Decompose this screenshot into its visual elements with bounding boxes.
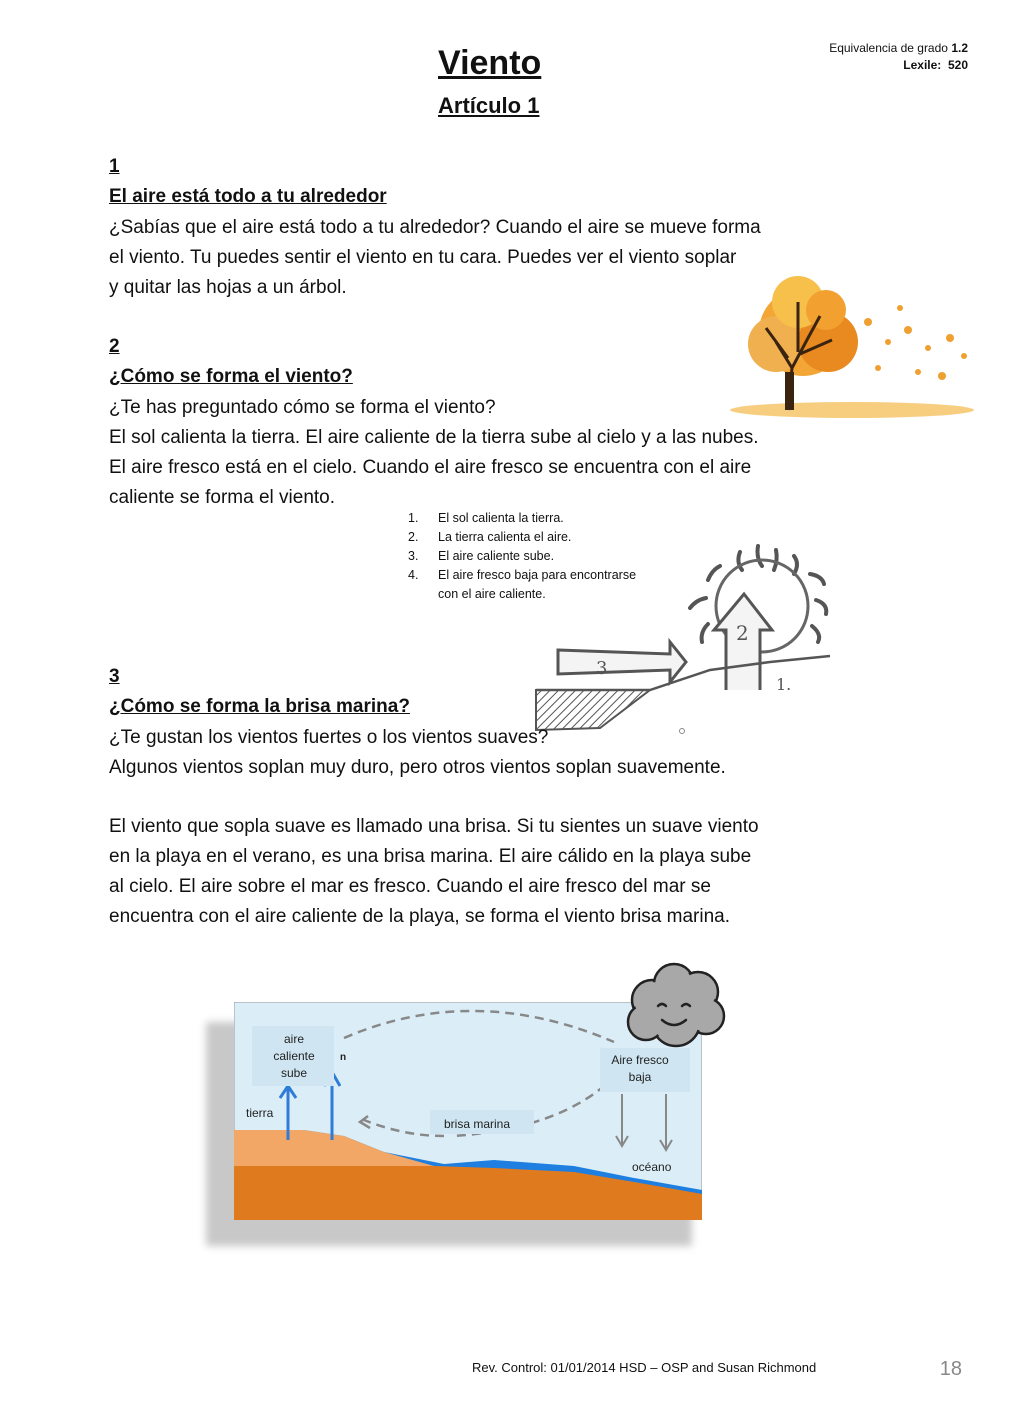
section-2-line: El aire fresco está en el cielo. Cuando el aire fresco se encuentra con el aire [109,457,752,478]
step-item: 2. La tierra calienta el aire. [408,530,572,544]
section-3-line: al cielo. El aire sobre el mar es fresco. Cuando el aire fresco del mar se [109,876,711,897]
smiling-cloud-illustration [624,960,728,1050]
lexile-line [829,57,968,74]
incoming-air-arrow [558,642,686,682]
grade-info [829,40,968,74]
section-2-number: 2 [109,336,120,357]
land-label: tierra [246,1106,274,1120]
section-2-line: ¿Te has preguntado cómo se forma el viento? [109,397,496,418]
page-title: Viento [438,44,542,82]
section-3-line: ¿Te gustan los vientos fuertes o los vientos suaves? [109,727,549,748]
section-3-heading: ¿Cómo se forma la brisa marina? [109,696,410,717]
label-2: 2 [736,621,749,645]
lexile-value: 520 [947,58,968,72]
article-subtitle: Artículo 1 [438,93,540,118]
section-1-line: y quitar las hojas a un árbol. [109,277,347,298]
wind-formation-diagram [530,540,850,740]
cool-air-label: Aire fresco baja [611,1053,669,1084]
section-2-line: El sol calienta la tierra. El aire caliente de la tierra sube al cielo y a las nubes. [109,427,759,448]
section-1-line: ¿Sabías que el aire está todo a tu alrededor? Cuando el aire se mueve forma [109,217,761,238]
breeze-label: brisa marina [444,1117,511,1131]
section-1-line: el viento. Tu puedes sentir el viento en tu cara. Puedes ver el viento soplar [109,247,737,268]
section-2-line: caliente se forma el viento. [109,487,336,508]
step-item: con el aire caliente. [438,587,546,601]
section-3-body [109,723,899,783]
grade-value: 1.2 [951,41,968,55]
lexile-label: Lexile: [903,58,942,72]
step-item: 1. El sol calienta la tierra. [408,511,564,525]
section-2-body [109,393,899,513]
grade-line [829,40,968,57]
section-3-number: 3 [109,666,120,687]
grade-label: Equivalencia de grado [829,41,948,55]
section-3-line: en la playa en el verano, es una brisa marina. El aire cálido en la playa sube [109,846,752,867]
step-item: 4. El aire fresco baja para encontrarse [408,568,637,582]
section-3-line: El viento que sopla suave es llamado una brisa. Si tu sientes un suave viento [109,816,759,837]
tree-crown [748,276,858,376]
stray-mark: n [340,1052,347,1063]
section-3-line: encuentra con el aire caliente de la playa, se forma el viento brisa marina. [109,906,731,927]
revision-footer: Rev. Control: 01/01/2014 HSD – OSP and Susan Richmond [472,1360,817,1375]
flying-leaves [864,305,967,380]
page-number: 18 [939,1358,962,1380]
section-3-body-2 [109,812,899,932]
section-2-heading: ¿Cómo se forma el viento? [109,366,353,387]
section-1-number: 1 [109,156,120,177]
ocean-label: océano [632,1160,672,1174]
label-3: 3 [596,658,608,679]
step-item: 3. El aire caliente sube. [408,549,555,563]
section-1-heading: El aire está todo a tu alrededor [109,186,387,207]
section-3-line: Algunos vientos soplan muy duro, pero otros vientos soplan suavemente. [109,757,726,778]
warm-air-label: aire caliente sube [273,1032,315,1080]
label-1: 1. [776,675,792,694]
